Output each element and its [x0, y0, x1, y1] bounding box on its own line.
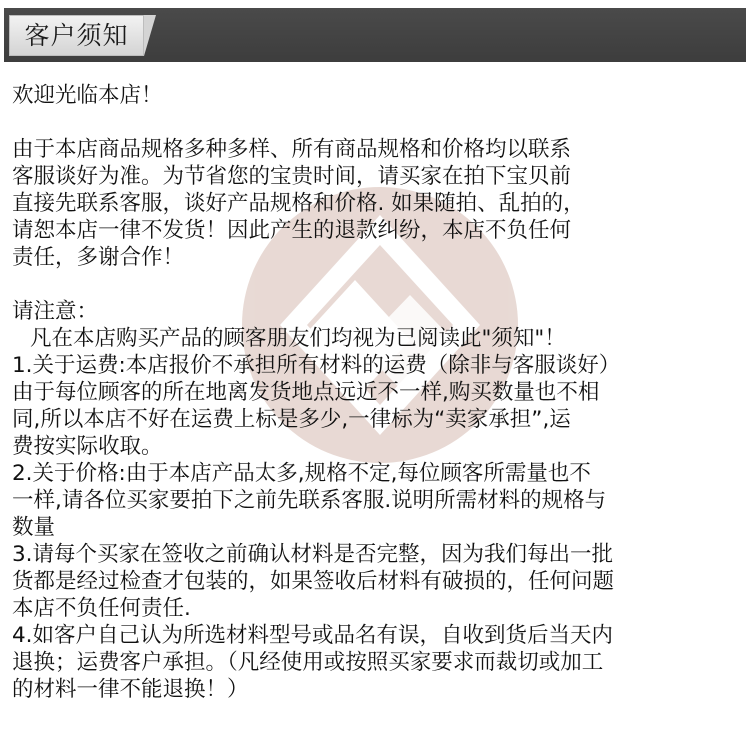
intro-line: 直接先联系客服，谈好产品规格和价格. 如果随拍、乱拍的，: [12, 191, 585, 216]
rule-line: 货都是经过检查才包装的，如果签收后材料有破损的，任何问题: [12, 569, 615, 594]
title-tab-corner: [144, 15, 156, 56]
rule-line: 同,所以本店不好在运费上标是多少,一律标为“卖家承担”,运: [12, 407, 571, 432]
rule-line: 一样,请各位买家要拍下之前先联系客服.说明所需材料的规格与: [12, 488, 607, 513]
rule-line: 的材料一律不能退换！）: [12, 677, 249, 702]
rule-line: 4.如客户自己认为所选材料型号或品名有误，自收到货后当天内: [12, 623, 614, 648]
notice-content: [12, 82, 746, 703]
intro-line: 请恕本店一律不发货！因此产生的退款纠纷，本店不负任何: [12, 218, 572, 243]
welcome-text: 欢迎光临本店！: [12, 83, 163, 108]
rule-line: 1.关于运费:本店报价不承担所有材料的运费（除非与客服谈好）: [12, 353, 621, 378]
intro-line: 由于本店商品规格多种多样、所有商品规格和价格均以联系: [12, 137, 572, 162]
rule-line: 2.关于价格:由于本店产品太多,规格不定,每位顾客所需量也不: [12, 461, 591, 486]
rule-line: 由于每位顾客的所在地离发货地点远近不一样,购买数量也不相: [12, 380, 600, 405]
rule-line: 退换；运费客户承担。（凡经使用或按照买家要求而裁切或加工: [12, 650, 604, 675]
rule-line: 数量: [12, 515, 56, 540]
page-title: 客户须知: [9, 15, 144, 56]
attention-lead: 凡在本店购买产品的顾客朋友们均视为已阅读此"须知"！: [30, 326, 566, 351]
spacer: [12, 109, 746, 136]
intro-line: 责任，多谢合作！: [12, 245, 185, 270]
intro-line: 客服谈好为准。为节省您的宝贵时间，请买家在拍下宝贝前: [12, 164, 572, 189]
attention-title: 请注意：: [12, 299, 99, 324]
rule-line: 3.请每个买家在签收之前确认材料是否完整，因为我们每出一批: [12, 542, 614, 567]
rule-line: 费按实际收取。: [12, 434, 163, 459]
spacer: [12, 271, 746, 298]
rule-line: 本店不负任何责任.: [12, 596, 191, 621]
